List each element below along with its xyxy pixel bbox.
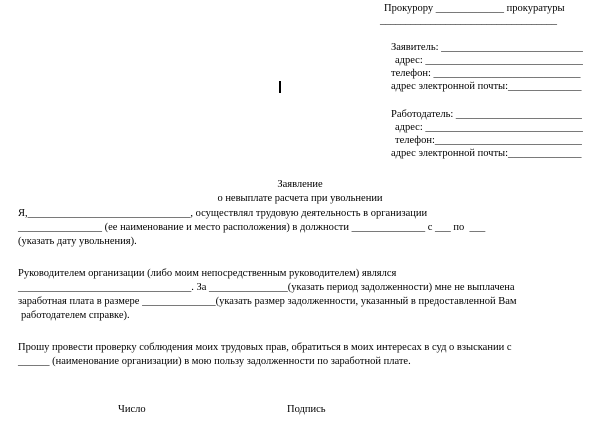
body-p1-line3: (указать дату увольнения). xyxy=(18,236,137,247)
document-title: Заявление xyxy=(277,179,323,190)
applicant-email: адрес электронной почты:______________ xyxy=(391,81,582,92)
body-p2-line1: Руководителем организации (либо моим непосредственным руководителем) являлся xyxy=(18,268,397,279)
employer-address: адрес: ______________________________ xyxy=(395,122,583,133)
prosecutor-line: Прокурору _____________ прокуратуры xyxy=(384,3,565,14)
employer-email: адрес электронной почты:______________ xyxy=(391,148,582,159)
applicant-label: Заявитель: ___________________________ xyxy=(391,42,583,53)
text-cursor-icon xyxy=(279,81,281,93)
prosecutor-underline: ___________________________________ xyxy=(380,15,557,26)
employer-label: Работодатель: ________________________ xyxy=(391,109,582,120)
date-label: Число xyxy=(118,404,146,415)
body-p1-line2: ________________ (ее наименование и место расположения) в должности ______________ с ___ по ___ xyxy=(18,222,486,233)
body-p3-line2: ______ (наименование организации) в мою пользу задолженности по заработной плате. xyxy=(18,356,411,367)
employer-phone: телефон:____________________________ xyxy=(395,135,582,146)
body-p2-line2: _________________________________. За _______________(указать период задолженности) мне не выплачена xyxy=(18,282,515,293)
applicant-phone: телефон: ____________________________ xyxy=(391,68,581,79)
body-p2-line3: заработная плата в размере ______________(указать размер задолженности, указанный в предоставленной Вам xyxy=(18,296,517,307)
body-p3-line1: Прошу провести проверку соблюдения моих трудовых прав, обратиться в моих интересах в суд о взыскании с xyxy=(18,342,512,353)
applicant-address: адрес: ______________________________ xyxy=(395,55,583,66)
signature-label: Подпись xyxy=(287,404,326,415)
document-subtitle: о невыплате расчета при увольнении xyxy=(217,193,383,204)
body-p1-line1: Я,_______________________________, осуществлял трудовую деятельность в организации xyxy=(18,208,428,219)
body-p2-line4: работодателем справке). xyxy=(21,310,130,321)
